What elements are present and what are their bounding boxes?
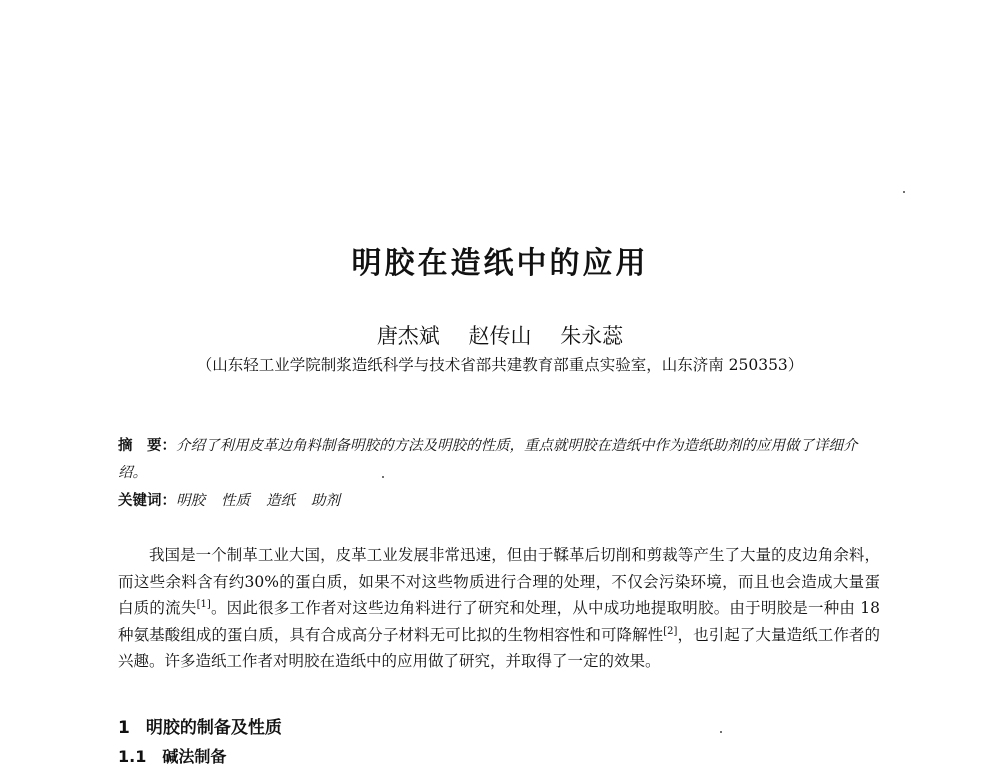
keyword: 助剂 xyxy=(311,493,340,509)
citation-ref: [2] xyxy=(663,625,678,637)
intro-text-part: 我国是一个制革工业大国，皮革工业发展非常迅速，但由于鞣革后切削和剪裁等产生了大量的皮边角余料，而这些余料含有约30%的蛋白质，如果不对这些物质进行合理的处理，不仅会污染环境，而且也会造成大量蛋白质的流失 xyxy=(118,546,880,618)
intro-text-part: ，也引起了大量造纸工作者的兴趣。许多造纸工作者对明胶在造纸中的应用做了研究，并取得了一定的效果。 xyxy=(118,625,880,671)
intro-paragraph xyxy=(118,542,880,675)
author-name: 朱永蕊 xyxy=(560,324,624,348)
author-list xyxy=(0,320,1000,350)
scan-speck xyxy=(382,476,384,478)
author-name: 唐杰斌 xyxy=(376,324,440,348)
keywords-label: 关键词： xyxy=(118,493,176,509)
subsection-title: 碱法制备 xyxy=(162,747,227,766)
section-title: 明胶的制备及性质 xyxy=(145,718,282,738)
author-name: 赵传山 xyxy=(468,324,532,348)
keywords xyxy=(118,488,878,515)
scan-speck xyxy=(720,731,722,733)
abstract xyxy=(118,433,878,487)
keyword: 造纸 xyxy=(266,493,295,509)
keyword: 性质 xyxy=(221,493,250,509)
section-heading xyxy=(118,713,282,738)
keyword: 明胶 xyxy=(176,493,205,509)
scan-speck xyxy=(903,191,905,193)
citation-ref: [1] xyxy=(196,599,211,611)
intro-text-part: 。因此很多工作者对这些边角料进行了研究和处理，从中成功地提取明胶。由于明胶是一种由 18 种氨基酸组成的蛋白质，具有合成高分子材料无可比拟的生物相容性和可降解性 xyxy=(118,599,880,644)
abstract-text: 介绍了利用皮革边角料制备明胶的方法及明胶的性质，重点就明胶在造纸中作为造纸助剂的应用做了详细介绍。 xyxy=(118,438,858,481)
subsection-number: 1.1 xyxy=(118,747,147,766)
affiliation: （山东轻工业学院制浆造纸科学与技术省部共建教育部重点实验室，山东济南 250353） xyxy=(196,356,804,374)
abstract-label: 摘 要： xyxy=(118,438,176,454)
subsection-heading xyxy=(118,744,226,767)
paper-title: 明胶在造纸中的应用 xyxy=(351,246,649,281)
section-number: 1 xyxy=(118,718,130,738)
